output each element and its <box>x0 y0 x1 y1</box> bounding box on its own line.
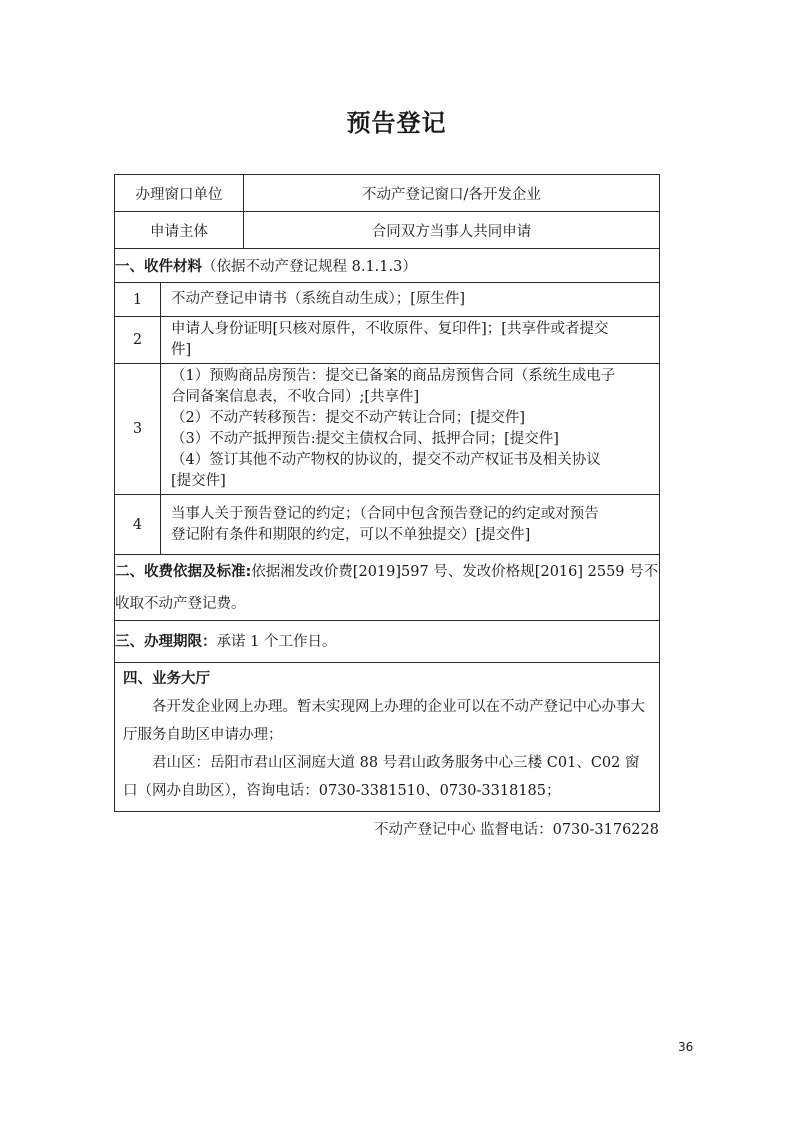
hall-row <box>115 663 660 812</box>
office-value: 不动产登记窗口/各开发企业 <box>244 175 660 212</box>
period-text: 承诺 1 个工作日。 <box>216 633 337 650</box>
period-row <box>115 621 660 663</box>
period-heading: 三、办理期限： <box>115 633 217 650</box>
materials-basis: （依据不动产登记规程 8.1.1.3） <box>202 259 417 275</box>
footer-contact: 不动产登记中心 监督电话：0730-3176228 <box>374 822 659 838</box>
material-line: （2）不动产转移预告：提交不动产转让合同；[提交件] <box>171 410 526 426</box>
material-item-3 <box>115 364 660 495</box>
registration-table <box>114 174 660 812</box>
material-item-1 <box>115 283 660 317</box>
hall-heading: 四、业务大厅 <box>123 671 210 687</box>
applicant-value: 合同双方当事人共同申请 <box>244 212 660 249</box>
document-title: 预告登记 <box>346 109 447 137</box>
material-number: 1 <box>115 283 161 317</box>
material-line: 件] <box>171 342 192 358</box>
material-item-2 <box>115 317 660 364</box>
material-line: 合同备案信息表，不收合同）;[共享件] <box>171 389 420 405</box>
page-number: 36 <box>678 1040 694 1054</box>
material-number: 3 <box>115 364 161 495</box>
office-row <box>115 175 660 212</box>
material-item-4 <box>115 495 660 555</box>
material-number: 2 <box>115 317 161 364</box>
fee-text: 依据湘发改价费[2019]597 号、发改价格规[2016] 2559 号不收取不动产登记费。 <box>115 563 659 612</box>
material-number: 4 <box>115 495 161 555</box>
material-line: 登记附有条件和期限的约定，可以不单独提交）[提交件] <box>171 526 531 543</box>
applicant-row <box>115 212 660 249</box>
material-line: 当事人关于预告登记的约定；（合同中包含预告登记的约定或对预告 <box>171 505 599 522</box>
applicant-label: 申请主体 <box>115 212 244 249</box>
material-line: 申请人身份证明[只核对原件，不收原件、复印件]；[共享件或者提交 <box>171 321 609 337</box>
hall-paragraph: 各开发企业网上办理。暂未实现网上办理的企业可以在不动产登记中心办事大厅服务自助区申请办理； <box>123 699 645 743</box>
material-line: 不动产登记申请书（系统自动生成）；[原生件] <box>171 291 466 307</box>
material-line: （1）预购商品房预告：提交已备案的商品房预售合同（系统生成电子 <box>171 368 616 384</box>
materials-heading: 一、收件材料 <box>115 259 202 275</box>
office-label: 办理窗口单位 <box>115 175 244 212</box>
material-line: （3）不动产抵押预告:提交主债权合同、抵押合同；[提交件] <box>171 431 559 447</box>
material-line: [提交件] <box>171 473 226 489</box>
materials-heading-row <box>115 249 660 283</box>
fee-row <box>115 555 660 621</box>
fee-heading: 二、收费依据及标准: <box>115 563 252 580</box>
material-line: （4）签订其他不动产物权的协议的，提交不动产权证书及相关协议 <box>171 452 601 468</box>
hall-paragraph: 君山区：岳阳市君山区洞庭大道 88 号君山政务服务中心三楼 C01、C02 窗口（网办自助区），咨询电话：0730-3381510、0730-3318185； <box>123 755 640 799</box>
